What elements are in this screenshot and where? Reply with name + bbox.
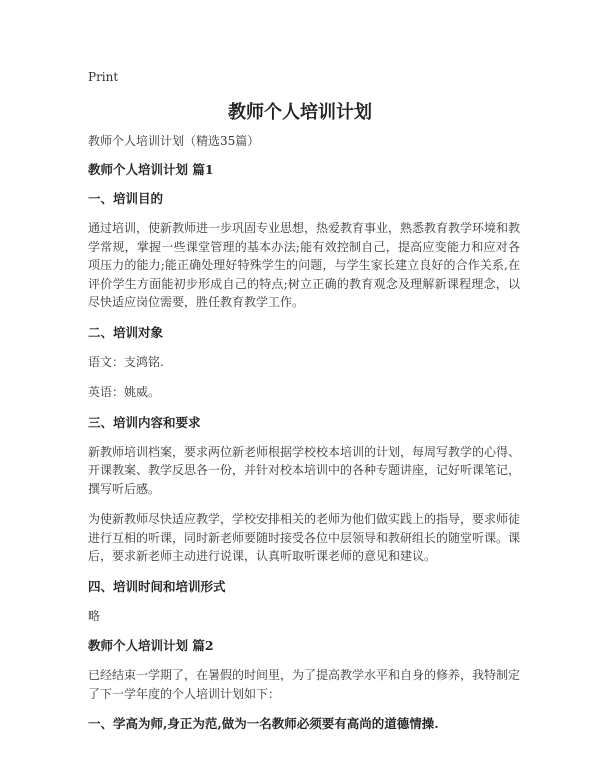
part-heading-2: 教师个人培训计划 篇2 [88,638,214,653]
paragraph-intro-2: 已经结束一学期了，在暑假的时间里，为了提高教学水平和自身的修养，我特制定了下一学年度的个人培训计划如下： [88,668,521,701]
paragraph-content-2: 为使新教师尽快适应教学，学校安排相关的老师为他们做实践上的指导，要求师徒进行互相的听课，同时新老师要随时接受各位中层领导和教研组长的随堂听课。课后，要求新老师主动进行说课，认真听取听课老师的意见和建议。 [88,512,521,563]
section-heading-content: 三、培训内容和要求 [88,414,201,430]
paragraph-content-1: 新教师培训档案，要求两位新老师根据学校校本培训的计划，每周写教学的心得、开课教案、教学反思各一份，并针对校本培训中的各种专题讲座，记好听课笔记，撰写听后感。 [88,444,521,496]
section-heading-purpose: 一、培训目的 [88,191,164,206]
paragraph-schedule: 略 [88,608,101,623]
paragraph-purpose: 通过培训，使新教师进一步巩固专业思想，热爱教育事业，熟悉教育教学环境和教学常规，掌握一些课堂管理的基本办法;能有效控制自己，提高应变能力和应对各项压力的能力;能正确处理好特殊学生的问题，与学生家长建立良好的合作关系,在评价学生方面能初步形成自己的特点;树立正确的教育观念及理解新课程理念，以尽快适应岗位需要，胜任教育教学工作。 [88,221,521,309]
section-heading-schedule: 四、培训时间和培训形式 [88,578,226,594]
paragraph-trainee-english: 英语：姚威。 [88,385,161,399]
document-subtitle: 教师个人培训计划（精选35篇） [88,134,260,148]
page-title: 教师个人培训计划 [228,102,372,123]
section-heading-trainees: 二、培训对象 [88,324,164,340]
print-link[interactable]: Print [88,70,119,84]
part-heading-1: 教师个人培训计划 篇1 [88,162,214,177]
document-body [88,132,520,744]
section-heading-ethics: 一、学高为师,身正为范,做为一名教师必须要有高尚的道德情操. [88,716,439,731]
paragraph-trainee-chinese: 语文：支鸿铭. [88,354,164,369]
